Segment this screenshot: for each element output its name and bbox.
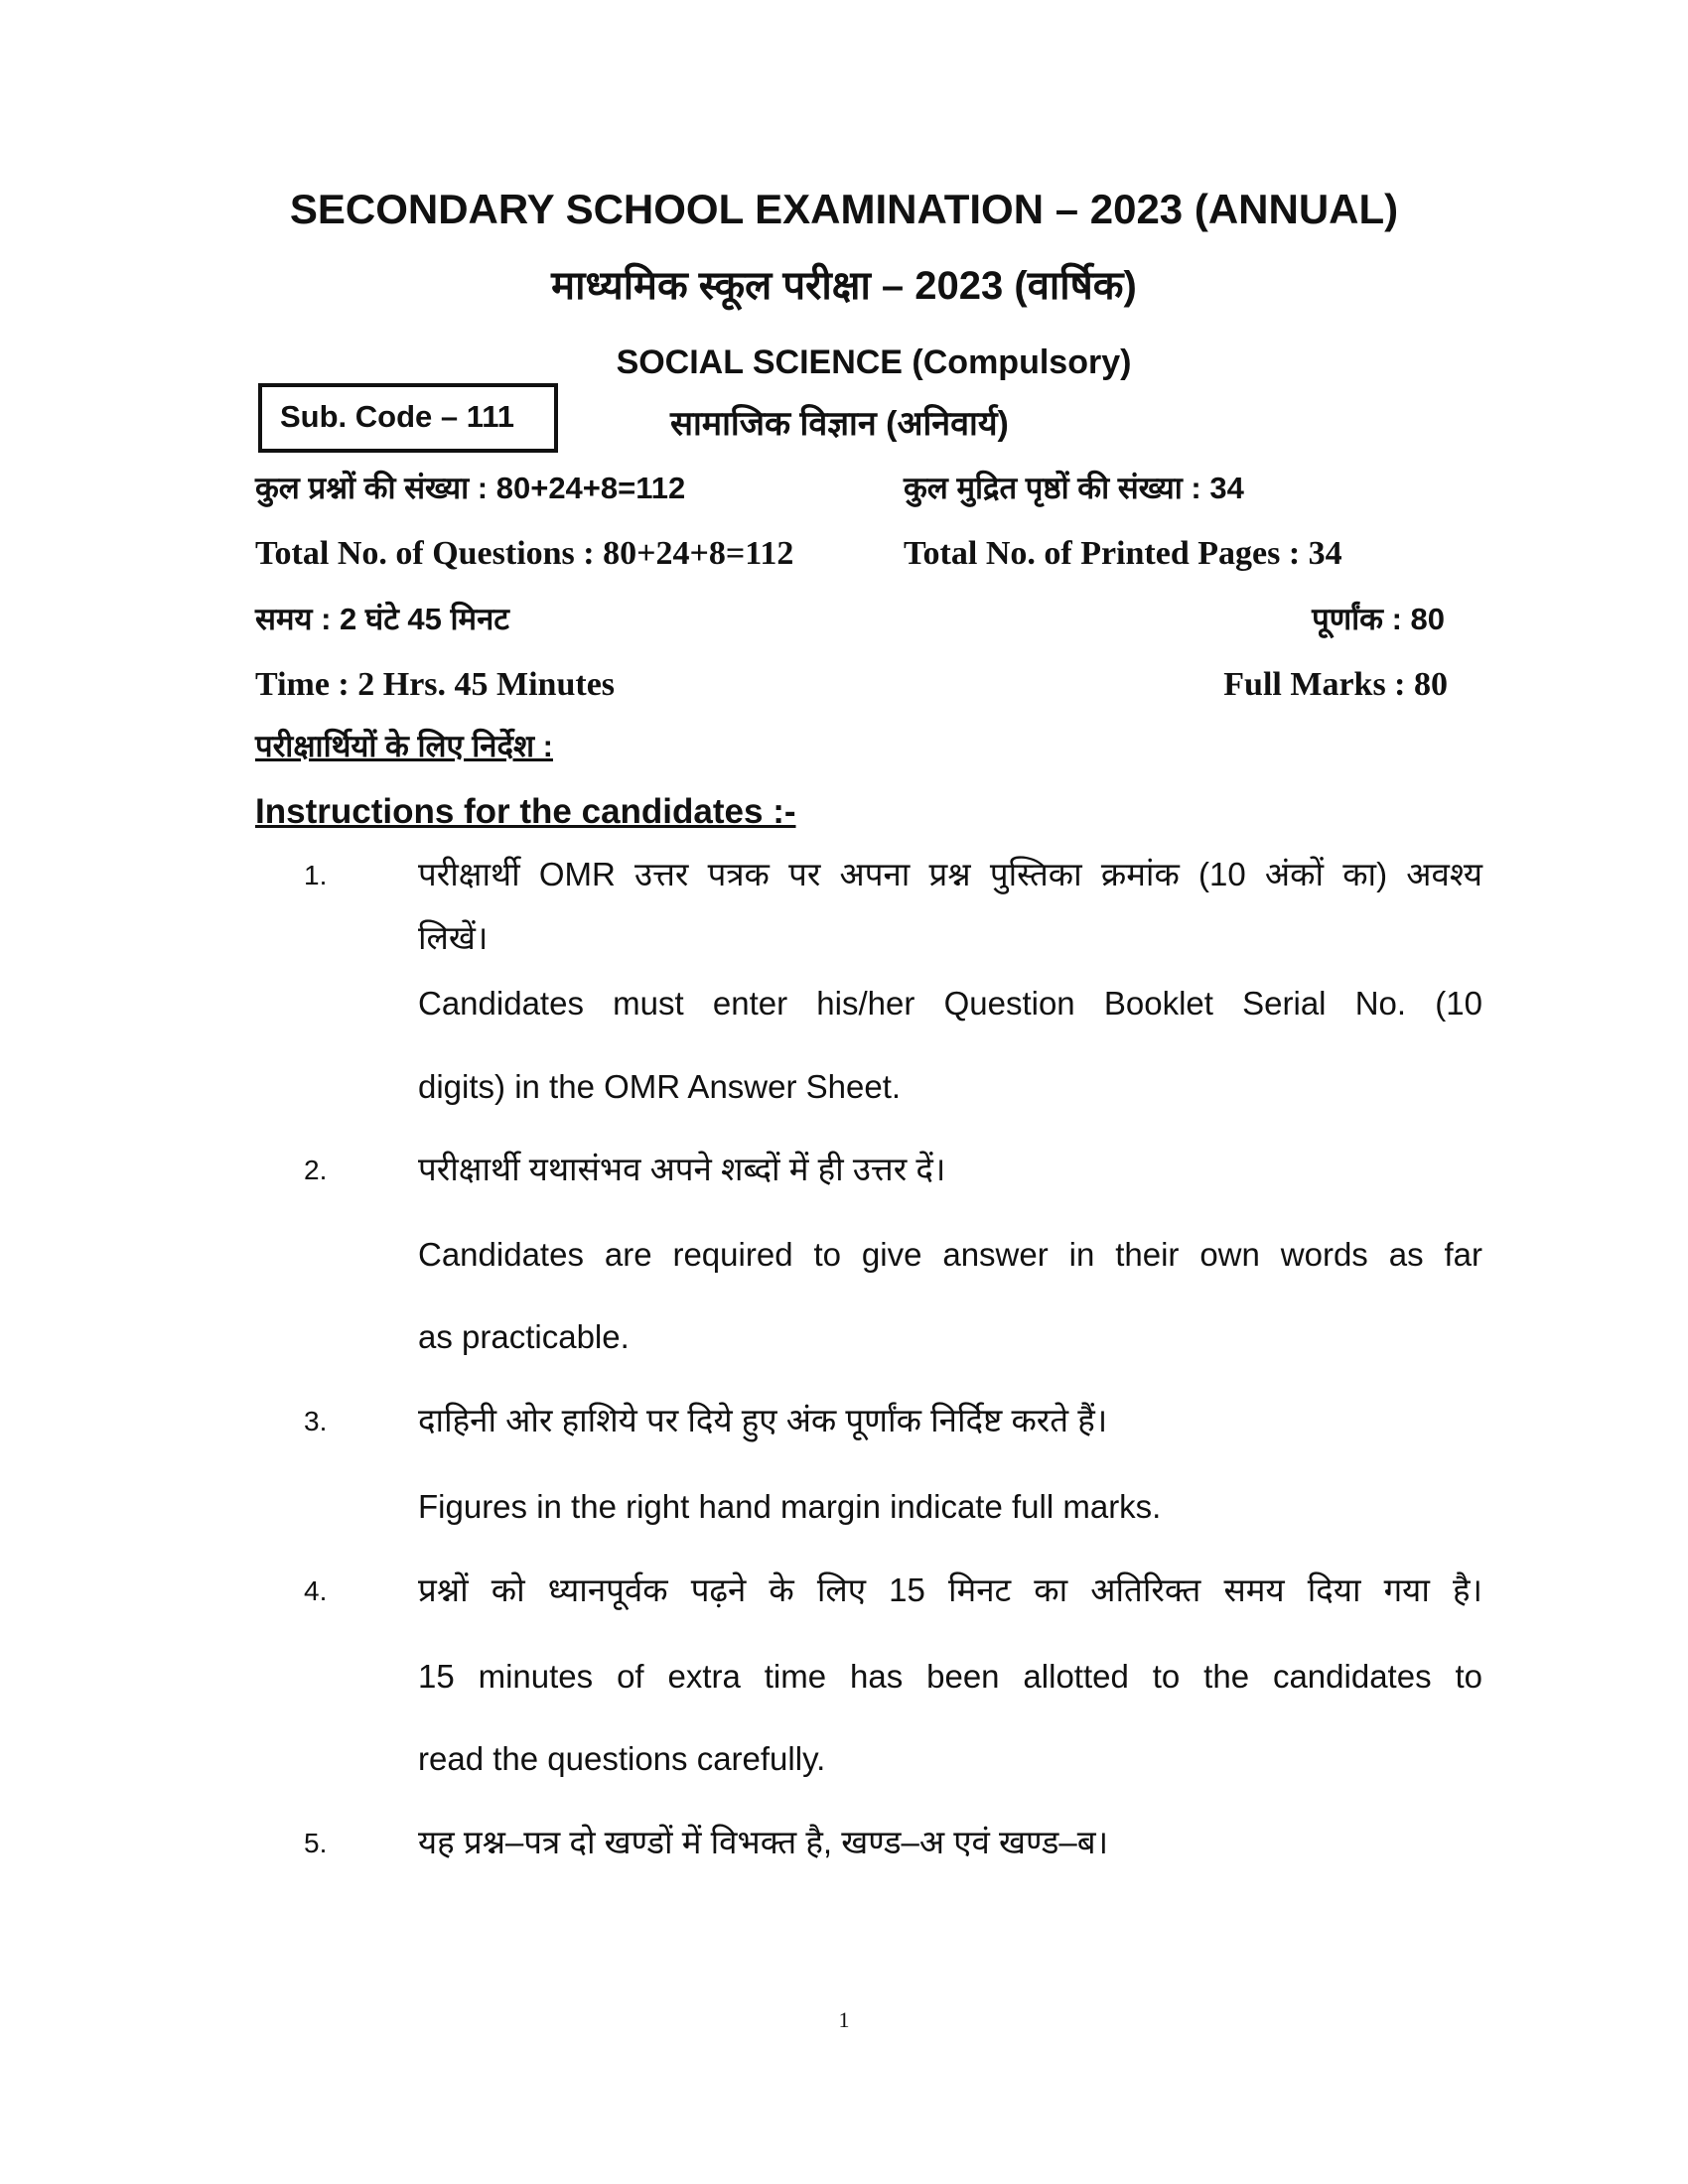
item-text-en: 15 minutes of extra time has been allotted to the candidates to (418, 1658, 1482, 1695)
item-text-en: as practicable. (418, 1318, 630, 1355)
subject-hi: सामाजिक विज्ञान (अनिवार्य) (670, 405, 1009, 443)
questions-count-hi: कुल प्रश्नों की संख्या : 80+24+8=112 (255, 471, 686, 505)
exam-title-hi: माध्यमिक स्कूल परीक्षा – 2023 (वार्षिक) (551, 264, 1137, 308)
time-en: Time : 2 Hrs. 45 Minutes (255, 666, 616, 703)
item-text-en: Candidates must enter his/her Question Booklet Serial No. (10 (418, 985, 1482, 1022)
item-number: 1. (304, 860, 328, 890)
sub-code-box (258, 383, 558, 453)
item-number: 3. (304, 1406, 328, 1436)
questions-count-en: Total No. of Questions : 80+24+8=112 (255, 535, 794, 572)
sub-code: Sub. Code – 111 (280, 399, 515, 434)
item-text-hi: लिखें। (418, 919, 489, 956)
time-hi: समय : 2 घंटे 45 मिनट (255, 602, 509, 636)
item-number: 2. (304, 1155, 328, 1185)
instructions-heading-en: Instructions for the candidates :- (255, 792, 796, 831)
item-text-hi: प्रश्नों को ध्यानपूर्वक पढ़ने के लिए 15 मिनट का अतिरिक्त समय दिया गया है। (418, 1571, 1482, 1608)
item-text-hi: परीक्षार्थी OMR उत्तर पत्रक पर अपना प्रश्न पुस्तिका क्रमांक (10 अंकों का) अवश्य (418, 856, 1482, 892)
pages-count-hi: कुल मुद्रित पृष्ठों की संख्या : 34 (904, 471, 1244, 505)
item-text-hi: यह प्रश्न–पत्र दो खण्डों में विभक्त है, खण्ड–अ एवं खण्ड–ब। (418, 1824, 1109, 1860)
item-text-hi: परीक्षार्थी यथासंभव अपने शब्दों में ही उत्तर दें। (418, 1151, 946, 1187)
item-number: 5. (304, 1828, 328, 1858)
item-text-en: digits) in the OMR Answer Sheet. (418, 1068, 902, 1105)
subject-en: SOCIAL SCIENCE (Compulsory) (616, 343, 1132, 381)
item-text-en: Figures in the right hand margin indicate full marks. (418, 1488, 1162, 1525)
item-text-en: Candidates are required to give answer in their own words as far (418, 1236, 1482, 1273)
instructions-heading-hi: परीक्षार्थियों के लिए निर्देश : (255, 729, 553, 763)
marks-hi: पूर्णांक : 80 (1312, 602, 1445, 636)
page-number: 1 (838, 2007, 850, 2032)
item-text-hi: दाहिनी ओर हाशिये पर दिये हुए अंक पूर्णांक निर्दिष्ट करते हैं। (418, 1402, 1108, 1438)
item-number: 4. (304, 1575, 328, 1606)
marks-en: Full Marks : 80 (1223, 666, 1448, 703)
pages-count-en: Total No. of Printed Pages : 34 (904, 535, 1342, 572)
item-text-en: read the questions carefully. (418, 1740, 826, 1777)
exam-title-en: SECONDARY SCHOOL EXAMINATION – 2023 (ANNUAL) (289, 186, 1399, 232)
